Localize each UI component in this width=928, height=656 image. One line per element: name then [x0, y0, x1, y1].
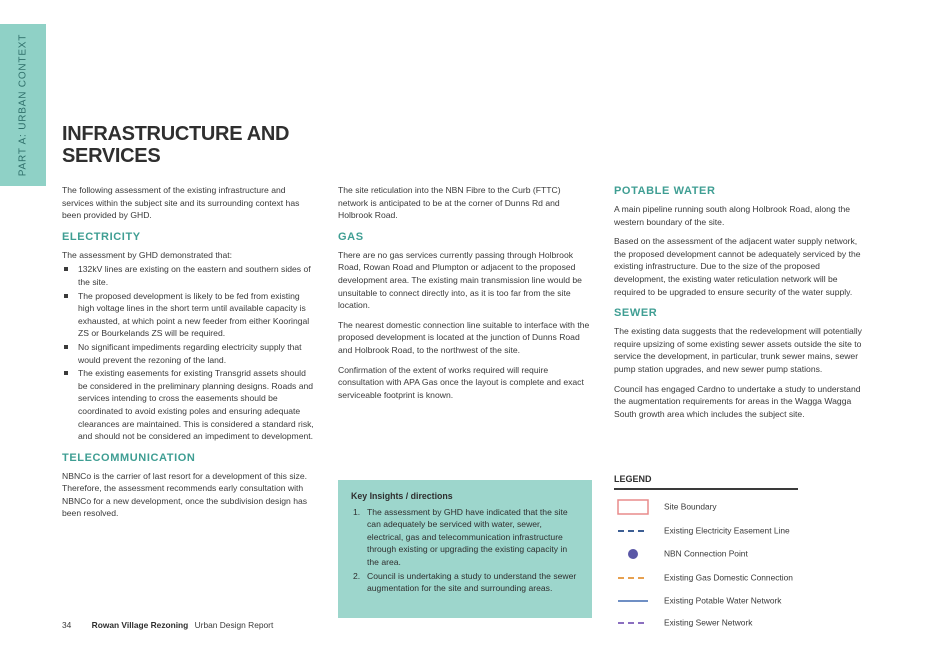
sewer-paragraph-2: Council has engaged Cardno to undertake a study to understand the augmentation requirements for areas in the Wagga Wagga South growth area which includes the subject site.: [614, 383, 861, 419]
page-title: [62, 123, 322, 167]
sewer-paragraph-1: The existing data suggests that the redevelopment will potentially require upsizing of some existing sewer assets outside the site to service the development, in particular, trunk sewer mains, sewer pump station upgrades, and new sewer pump stations.: [614, 326, 862, 374]
nbn-paragraph: The site reticulation into the NBN Fibre to the Curb (FTTC) network is anticipated to be at the corner of Dunns Rd and Holbrook Road.: [338, 185, 561, 221]
bullet-icon: [64, 294, 68, 298]
legend-title: LEGEND: [614, 474, 798, 490]
key-insight-item: 2. Council is undertaking a study to understand the sewer augmentation for the site and surrounding areas.: [353, 570, 577, 594]
column-left: [62, 184, 314, 527]
gas-paragraph-3: Confirmation of the extent of works required will require consultation with APA Gas once the layout is complete and exact serviceable footprint is known.: [338, 364, 584, 400]
bullet-icon: [64, 371, 68, 375]
electricity-bullet: The proposed development is likely to be fed from existing high voltage lines in the short term until available capacity is exhausted, at which point a new feeder from either Kooringal ZS or Bourkelands ZS will be required.: [62, 290, 314, 340]
column-right: [614, 184, 868, 427]
legend-item-water: Existing Potable Water Network: [614, 590, 798, 612]
page-footer: [62, 620, 273, 630]
electricity-line-icon: [616, 523, 650, 539]
legend-item-gas: Existing Gas Domestic Connection: [614, 565, 798, 590]
telecom-paragraph: NBNCo is the carrier of last resort for a development of this size. Therefore, the assessment recommends early consultation with NBNCo for a new development, once the subdivision design has been resolved.: [62, 470, 308, 519]
legend-item-nbn: NBN Connection Point: [614, 543, 798, 565]
potable-water-heading: POTABLE WATER: [614, 185, 716, 197]
page-title-line1: INFRASTRUCTURE AND: [62, 123, 290, 145]
electricity-bullet: The existing easements for existing Transgrid assets should be considered in the preliminary planning designs. Roads and services intending to cross the easements should be coordinated to avoid existing poles and ensuring adequate clearances are maintained. This is considered a standard risk, and should not be considered an impediment to development.: [62, 367, 314, 443]
legend-item-sewer: Existing Sewer Network: [614, 612, 798, 634]
page-number: 34: [62, 620, 72, 630]
key-insights-box: [338, 480, 592, 618]
electricity-bullet-list: [62, 263, 314, 442]
water-paragraph-1: A main pipeline running south along Holbrook Road, along the western boundary of the site.: [614, 204, 851, 227]
gas-paragraph-2: The nearest domestic connection line suitable to interface with the proposed development is located at the junction of Dunns Road and Holbrook Road, to the northwest of the site.: [338, 319, 590, 355]
sewer-line-icon: [616, 615, 650, 631]
intro-paragraph: The following assessment of the existing infrastructure and services within the subject site and its surrounding context has been provided by GHD.: [62, 185, 300, 221]
electricity-bullet: 132kV lines are existing on the eastern and southern sides of the site.: [62, 263, 314, 288]
electricity-heading: ELECTRICITY: [62, 230, 141, 243]
sewer-heading: SEWER: [614, 307, 658, 320]
water-paragraph-2: Based on the assessment of the adjacent water supply network, the proposed development cannot be adequately serviced by the existing infrastructure. Due to the size of the proposed development, the existing water reticulation network will be required to be upgraded to ensure security of the water supply.: [614, 236, 861, 297]
gas-paragraph-1: There are no gas services currently passing through Holbrook Road, Rowan Road and Plumpton or adjacent to the proposed development area. The existing main transmission line would be unsuitable to connect directly into, as it is too far from the site location.: [338, 249, 582, 311]
page-title-line2: SERVICES: [62, 145, 161, 167]
section-side-tab: [0, 24, 46, 186]
key-insights-heading: Key Insights / directions: [351, 491, 453, 501]
key-insight-item: 1. The assessment by GHD have indicated that the site can adequately be serviced with water, sewer, electrical, gas and telecommunication infrastructure through existing or upgrading the existing capacity in the area.: [353, 506, 568, 567]
gas-heading: GAS: [338, 230, 364, 243]
gas-line-icon: [616, 570, 650, 586]
legend-item-site-boundary: Site Boundary: [614, 496, 798, 518]
side-tab-label: PART A: URBAN CONTEXT: [17, 33, 29, 177]
map-legend: [614, 474, 798, 634]
legend-item-electricity: Existing Electricity Easement Line: [614, 518, 798, 543]
telecom-heading: TELECOMMUNICATION: [62, 451, 196, 464]
bullet-icon: [64, 267, 68, 271]
report-brand: Rowan Village Rezoning: [91, 620, 189, 630]
bullet-icon: [64, 345, 68, 349]
nbn-point-icon: [616, 546, 650, 562]
key-insights-list: [351, 506, 580, 595]
electricity-intro: The assessment by GHD demonstrated that:: [62, 249, 233, 260]
column-middle: [338, 184, 592, 408]
site-boundary-icon: [616, 499, 650, 515]
electricity-bullet: No significant impediments regarding electricity supply that would prevent the rezoning of the land.: [62, 341, 314, 366]
report-subtitle: Urban Design Report: [194, 620, 274, 630]
water-line-icon: [616, 593, 650, 609]
